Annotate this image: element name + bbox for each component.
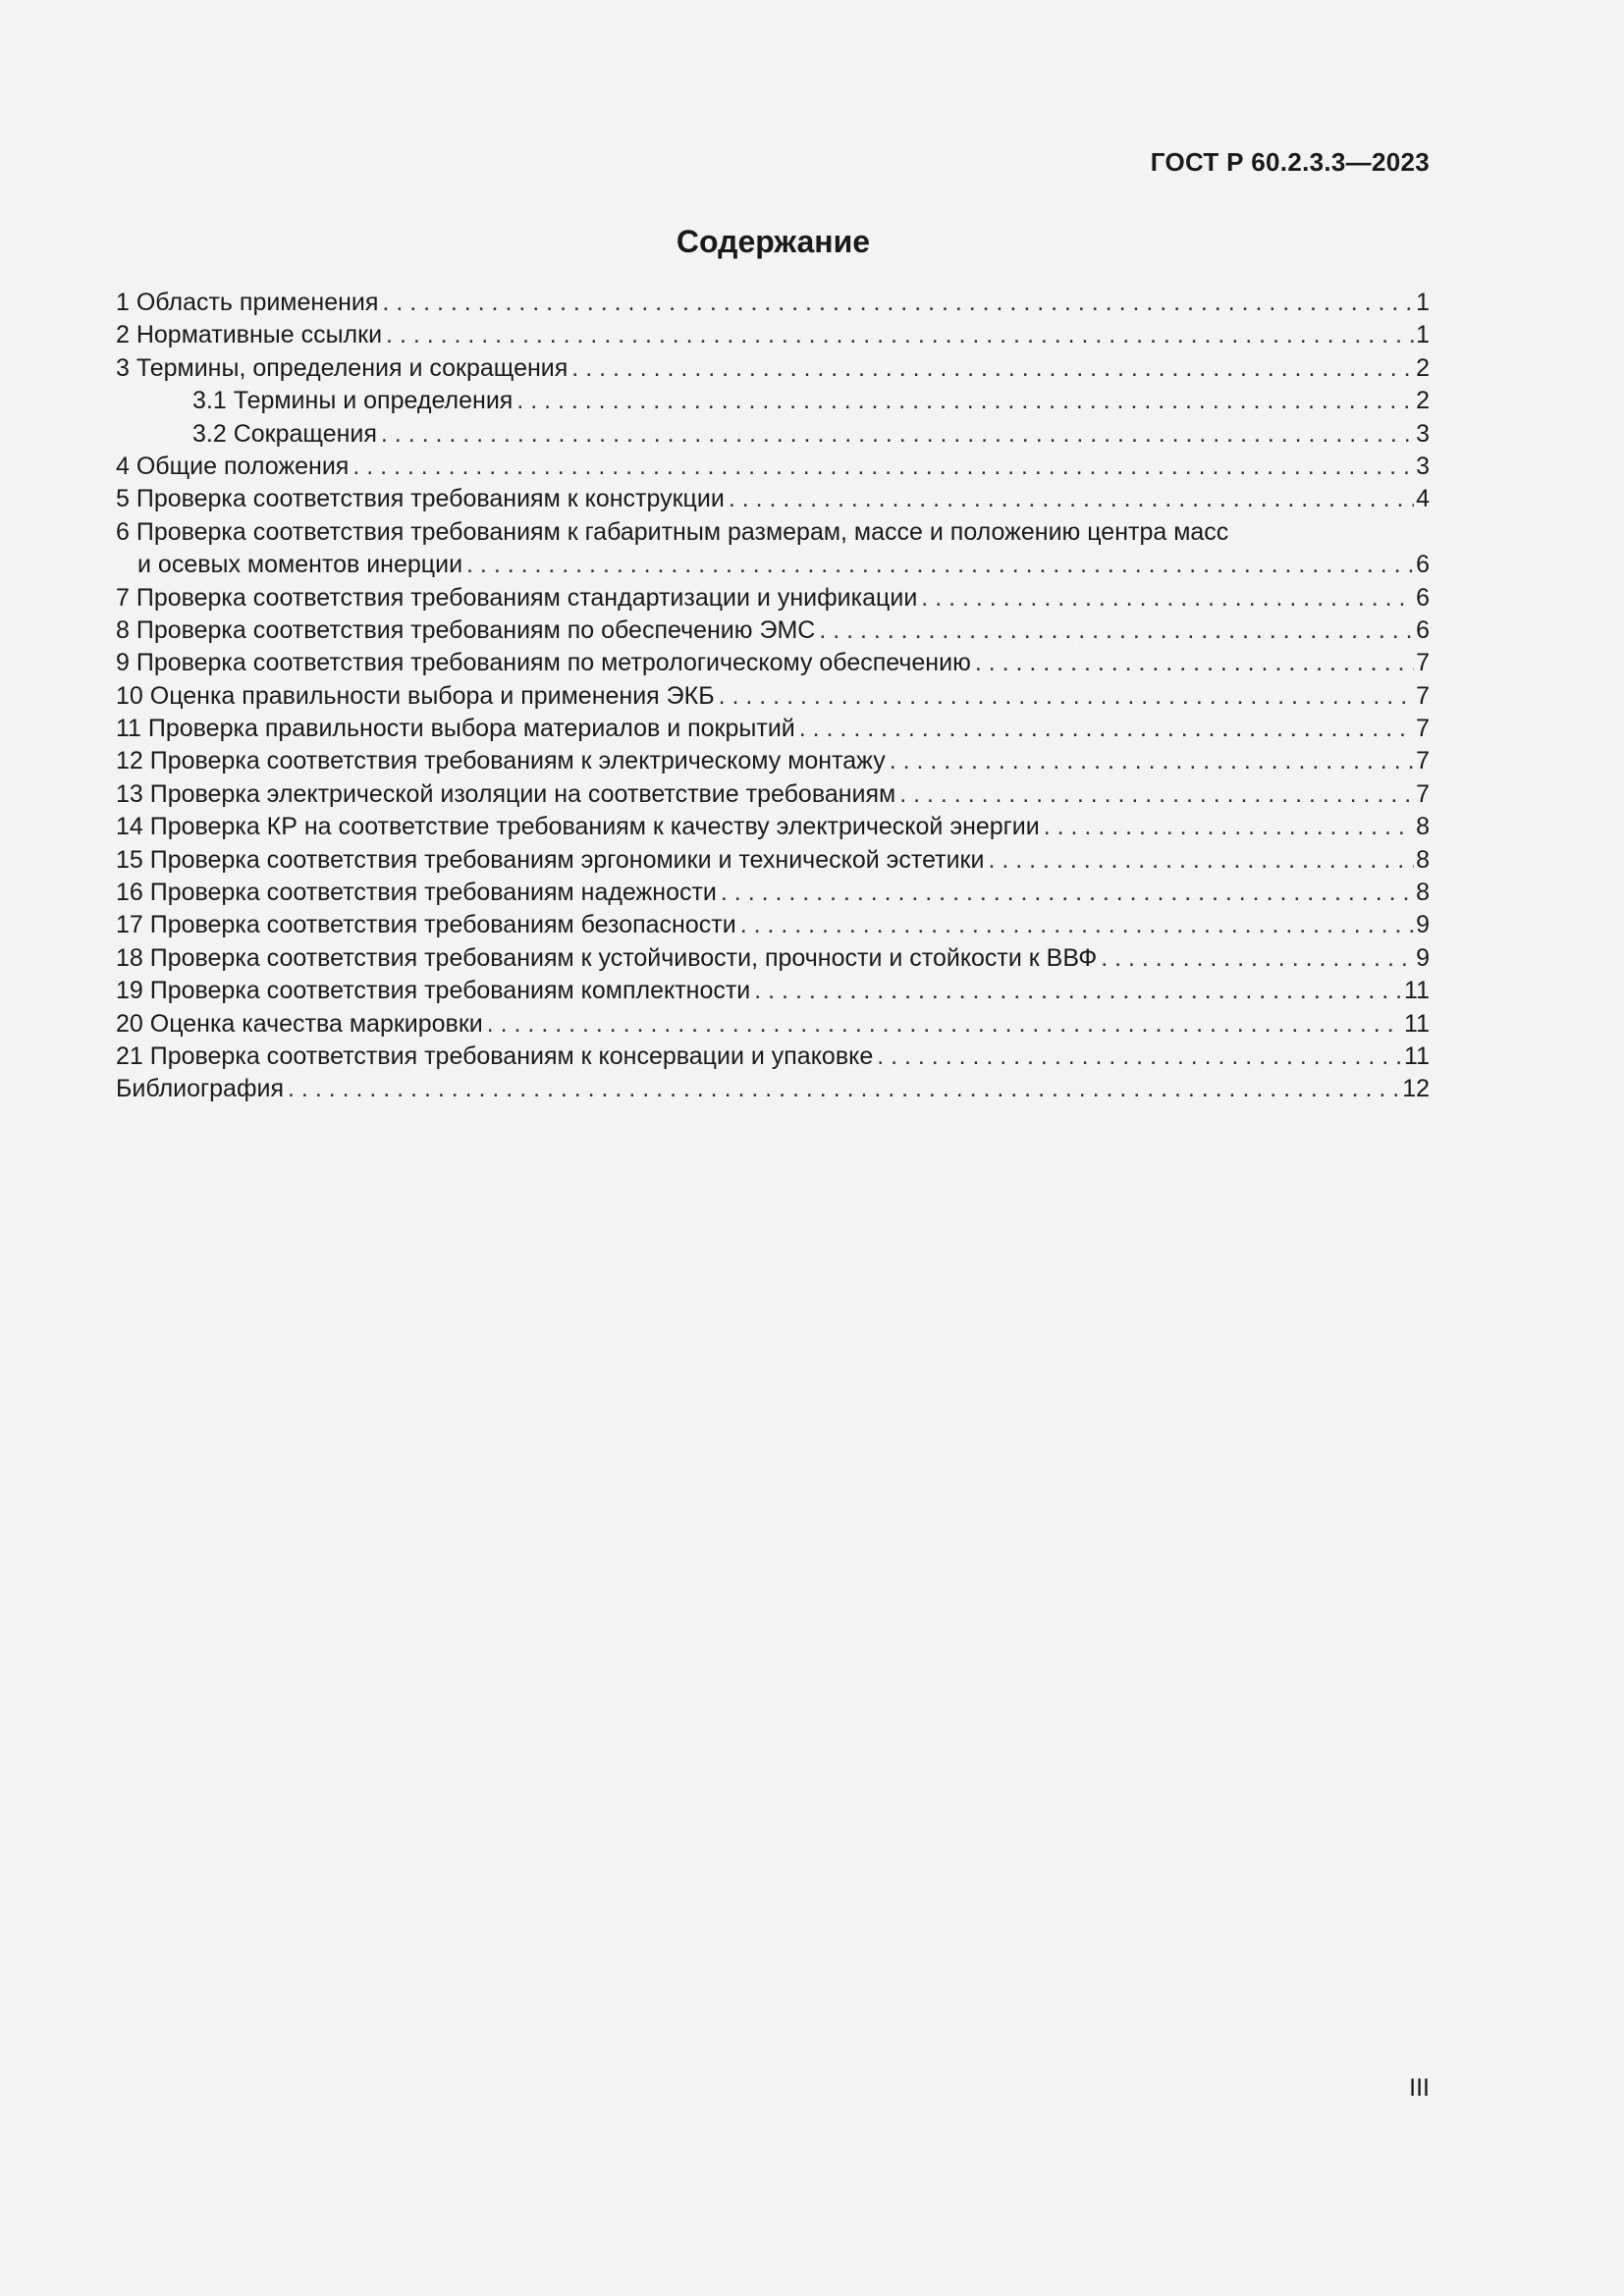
toc-entry-title: 2 Нормативные ссылки xyxy=(116,321,383,349)
toc-entry-title: 20 Оценка качества маркировки xyxy=(116,1009,483,1038)
toc-entry-page: 1 xyxy=(1416,321,1430,349)
toc-leader-dots xyxy=(877,1041,1402,1073)
toc-entry-title: 18 Проверка соответствия требованиям к устойчивости, прочности и стойкости к ВВФ xyxy=(116,943,1098,972)
toc-entry[interactable] xyxy=(116,287,1430,319)
toc-leader-dots xyxy=(352,451,1414,483)
toc-entry-title: 4 Общие положения xyxy=(116,452,350,480)
toc-entry[interactable] xyxy=(116,451,1430,483)
toc-entry-title: 15 Проверка соответствия требованиям эргономики и технической эстетики xyxy=(116,845,985,874)
toc-entry[interactable] xyxy=(116,483,1430,515)
toc-leader-dots xyxy=(288,1073,1400,1105)
toc-entry-title: 6 Проверка соответствия требованиям к габаритным размерам, массе и положению центра масс xyxy=(116,517,1229,546)
toc-entry[interactable] xyxy=(116,745,1430,777)
toc-entry-page: 7 xyxy=(1416,649,1430,677)
toc-entry-title: 3.1 Термины и определения xyxy=(192,387,514,415)
toc-entry[interactable] xyxy=(116,1073,1430,1105)
document-code: ГОСТ Р 60.2.3.3—2023 xyxy=(1150,147,1430,177)
toc-entry-page: 7 xyxy=(1416,681,1430,710)
toc-leader-dots xyxy=(571,352,1414,385)
toc-entry-page: 7 xyxy=(1416,779,1430,808)
toc-entry[interactable] xyxy=(116,909,1430,941)
toc-entry[interactable] xyxy=(116,1008,1430,1041)
toc-leader-dots xyxy=(721,877,1414,909)
toc-entry[interactable] xyxy=(116,647,1430,679)
toc-leader-dots xyxy=(516,385,1414,417)
toc-leader-dots xyxy=(890,745,1414,777)
toc-leader-dots xyxy=(381,418,1414,451)
toc-entry-title: 13 Проверка электрической изоляции на соответствие требованиям xyxy=(116,779,896,808)
toc-entry-title: 10 Оценка правильности выбора и применения ЭКБ xyxy=(116,681,715,710)
toc-leader-dots xyxy=(988,844,1414,877)
toc-entry-page: 6 xyxy=(1416,615,1430,644)
toc-entry[interactable] xyxy=(116,811,1430,843)
toc-entry[interactable] xyxy=(116,680,1430,713)
toc-leader-dots xyxy=(382,287,1414,319)
toc-entry[interactable] xyxy=(116,582,1430,614)
toc-entry-title: 17 Проверка соответствия требованиям безопасности xyxy=(116,911,736,939)
toc-leader-dots xyxy=(819,614,1414,647)
toc-entry-title: 19 Проверка соответствия требованиям комплектности xyxy=(116,977,751,1005)
toc-entry-page: 11 xyxy=(1404,1041,1430,1070)
toc-entry-title: 14 Проверка КР на соответствие требованиям к качеству электрической энергии xyxy=(116,813,1040,841)
toc-entry-page: 4 xyxy=(1416,485,1430,513)
toc-entry[interactable] xyxy=(116,516,1430,549)
toc-entry-title: 16 Проверка соответствия требованиям надежности xyxy=(116,879,717,907)
toc-leader-dots xyxy=(899,778,1414,811)
toc-entry-page: 3 xyxy=(1416,419,1430,448)
toc-entry-page: 2 xyxy=(1416,353,1430,382)
toc-entry-title: 1 Область применения xyxy=(116,289,379,316)
toc-leader-dots xyxy=(975,647,1414,679)
toc-entry-title: 7 Проверка соответствия требованиям стандартизации и унификации xyxy=(116,583,918,612)
toc-entry[interactable] xyxy=(116,418,1430,451)
toc-entry-page: 6 xyxy=(1416,583,1430,612)
toc-title: Содержание xyxy=(676,224,871,259)
toc-leader-dots xyxy=(921,582,1414,614)
toc-leader-dots xyxy=(1044,811,1414,843)
toc-entry-page: 9 xyxy=(1416,943,1430,972)
toc-leader-dots xyxy=(1101,942,1414,975)
toc-leader-dots xyxy=(386,319,1414,351)
toc-entry[interactable] xyxy=(116,385,1430,417)
toc-leader-dots xyxy=(799,713,1414,745)
toc-entry-page: 9 xyxy=(1416,911,1430,939)
toc-leader-dots xyxy=(754,975,1402,1007)
toc-leader-dots xyxy=(729,483,1414,515)
toc-entry[interactable] xyxy=(116,614,1430,647)
toc-entry-page: 11 xyxy=(1404,1009,1430,1038)
toc-entry[interactable] xyxy=(116,549,1430,581)
toc-leader-dots xyxy=(740,909,1414,941)
toc-entry[interactable] xyxy=(116,778,1430,811)
toc-leader-dots xyxy=(466,549,1414,581)
toc-entry[interactable] xyxy=(116,877,1430,909)
toc-entry-page: 12 xyxy=(1402,1075,1430,1103)
toc-entry[interactable] xyxy=(116,713,1430,745)
toc-entry[interactable] xyxy=(116,319,1430,351)
toc-entry-page: 7 xyxy=(1416,715,1430,743)
toc-entry-title: Библиография xyxy=(116,1075,285,1103)
toc-entry-title: 8 Проверка соответствия требованиям по обеспечению ЭМС xyxy=(116,615,816,644)
toc-entry-page: 8 xyxy=(1416,813,1430,841)
toc-entry-page: 7 xyxy=(1416,747,1430,775)
toc-entry-page: 11 xyxy=(1404,977,1430,1005)
table-of-contents xyxy=(116,287,1430,1106)
toc-entry-title: 21 Проверка соответствия требованиям к консервации и упаковке xyxy=(116,1041,874,1070)
toc-entry-title: 12 Проверка соответствия требованиям к электрическому монтажу xyxy=(116,747,886,775)
toc-entry-title: 9 Проверка соответствия требованиям по метрологическому обеспечению xyxy=(116,649,971,677)
toc-entry-page: 1 xyxy=(1416,289,1430,316)
toc-entry-title: 5 Проверка соответствия требованиям к конструкции xyxy=(116,485,725,513)
toc-entry-title: и осевых моментов инерции xyxy=(137,551,463,579)
toc-leader-dots xyxy=(719,680,1414,713)
toc-entry[interactable] xyxy=(116,942,1430,975)
toc-entry-page: 3 xyxy=(1416,452,1430,480)
toc-entry[interactable] xyxy=(116,352,1430,385)
toc-entry-title: 3.2 Сокращения xyxy=(192,419,377,448)
toc-entry-title: 3 Термины, определения и сокращения xyxy=(116,353,568,382)
toc-entry-page: 8 xyxy=(1416,845,1430,874)
toc-entry-page: 6 xyxy=(1416,551,1430,579)
toc-entry-page: 2 xyxy=(1416,387,1430,415)
toc-leader-dots xyxy=(487,1008,1402,1041)
toc-entry[interactable] xyxy=(116,844,1430,877)
toc-entry-page: 8 xyxy=(1416,879,1430,907)
toc-entry[interactable] xyxy=(116,975,1430,1007)
toc-entry-title: 11 Проверка правильности выбора материалов и покрытий xyxy=(116,715,795,743)
toc-entry[interactable] xyxy=(116,1041,1430,1073)
page-number: III xyxy=(1409,2074,1430,2102)
